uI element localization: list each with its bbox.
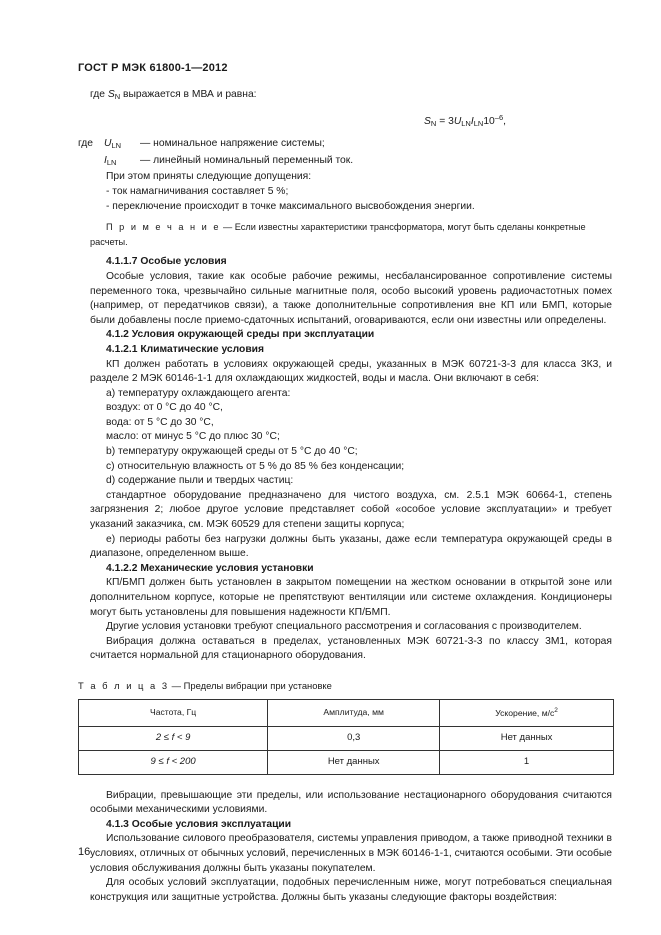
paragraph-4117: Особые условия, такие как особые рабочие режимы, несбалансированное сопротивление системы переменного тока, чрезвычайно сильные магнитные поля, особо высокий уровень радиочастотных помех (например, от передатчиков связи), а также дополнительные сопротивления вне КП или БМП, которые были добавлены после приемо-сдаточных испытаний, оговариваются, если они известны или определены. <box>90 270 612 326</box>
climate-item: воздух: от 0 °С до 40 °С, <box>106 402 223 414</box>
definition-i: $I_{LN}$ — линейный номинальный переменный ток. <box>104 154 354 167</box>
heading-413: 4.1.3 Особые условия эксплуатации <box>106 818 292 830</box>
climate-item: b) температуру окружающей среды от 5 °С до 40 °С; <box>106 446 358 458</box>
power-formula: $S_N = 3U_{LN}I_{LN}10^{-6}$, <box>424 112 506 128</box>
climate-item: a) температуру охлаждающего агента: <box>106 387 291 399</box>
climate-item: d) содержание пыли и твердых частиц: <box>106 475 294 487</box>
climate-item: масло: от минус 5 °С до плюс 30 °С; <box>106 431 280 443</box>
climate-item: вода: от 5 °С до 30 °С, <box>106 416 214 428</box>
table-header-cell: Амплитуда, мм <box>268 699 440 726</box>
page-number: 16 <box>78 846 91 858</box>
vibration-table <box>78 699 614 775</box>
paragraph-4121: КП должен работать в условиях окружающей среды, указанных в МЭК 60721-3-3 для класса 3К3, и разделе 2 МЭК 60146-1-1 для охлаждающих жидкостей, воды и масла. Они включают в себя: <box>90 358 612 385</box>
dust-paragraph: стандартное оборудование предназначено для чистого воздуха, см. 2.5.1 МЭК 60664-1, степень загрязнения 2; любое другое условие представляет собой «особое условие эксплуатации» и требует указаний заказчика, см. МЭК 60529 для степени защиты корпуса; <box>90 489 612 531</box>
heading-4117: 4.1.1.7 Особые условия <box>106 256 227 268</box>
paragraph-4122-2: Другие условия установки требуют специального рассмотрения и согласования с производителем. <box>106 621 582 633</box>
table-cell: 0,3 <box>268 726 440 750</box>
table-row <box>79 726 614 750</box>
paragraph-4122-1: КП/БМП должен быть установлен в закрытом помещении на жестком основании в открытой зоне или дополнительном корпусе, которые не препятствуют вентиляции или системе охлаждения. Кондиционеры могут быть установлены для повышения надежности КП/БМП. <box>90 577 612 618</box>
heading-4122: 4.1.2.2 Механические условия установки <box>106 562 314 574</box>
paragraph-after-table: Вибрации, превышающие эти пределы, или использование нестационарного оборудования считаются особыми механическими условиями. <box>90 789 612 816</box>
paragraph-413-1: Использование силового преобразователя, системы управления приводом, а также приводной техники в условиях, отличных от обычных условий, перечисленных в МЭК 60146-1-1, считаются особыми. Эти особые условия обслуживания должны быть указаны покупателем. <box>90 833 612 874</box>
formula-intro: где SN выражается в МВА и равна: <box>90 89 257 101</box>
note: П р и м е ч а н и е — Если известны характеристики трансформатора, могут быть сделаны конкретные расчеты. <box>90 222 586 247</box>
climate-item-e: e) периоды работы без нагрузки должны быть указаны, даже если температура окружающей среды в диапазоне, определенном выше. <box>90 533 612 560</box>
heading-4121: 4.1.2.1 Климатические условия <box>106 343 265 355</box>
climate-item: c) относительную влажность от 5 % до 85 % без конденсации; <box>106 460 405 472</box>
table-cell: Нет данных <box>268 750 440 774</box>
table-caption: Т а б л и ц а 3 — Пределы вибрации при установке <box>78 679 332 691</box>
paragraph-413-2: Для особых условий эксплуатации, подобных перечисленным ниже, могут потребоваться специальная конструкция или защитные устройства. Должны быть указаны следующие факторы воздействия: <box>90 877 612 903</box>
heading-412: 4.1.2 Условия окружающей среды при эксплуатации <box>106 329 375 341</box>
table-row <box>79 750 614 774</box>
table-header-cell: Ускорение, $м/с^2$ <box>440 699 614 726</box>
assumption-item: - переключение происходит в точке максимального высвобождения энергии. <box>106 200 475 212</box>
paragraph-4122-3: Вибрация должна оставаться в пределах, установленных МЭК 60721-3-3 по классу 3М1, которая считается нормальной для стационарного оборудования. <box>90 635 612 662</box>
definition-u: где $U_{LN}$ — номинальное напряжение системы; <box>78 138 325 151</box>
table-cell: 9 ≤ f < 200 <box>79 750 268 774</box>
assumption-item: - ток намагничивания составляет 5 %; <box>106 185 289 197</box>
assumptions-intro: При этом приняты следующие допущения: <box>106 171 312 183</box>
table-header-cell: Частота, Гц <box>79 699 268 726</box>
table-cell: 2 ≤ f < 9 <box>79 726 268 750</box>
table-cell: 1 <box>440 750 614 774</box>
table-header-row <box>79 699 614 726</box>
document-header: ГОСТ Р МЭК 61800-1—2012 <box>78 62 228 74</box>
table-cell: Нет данных <box>440 726 614 750</box>
